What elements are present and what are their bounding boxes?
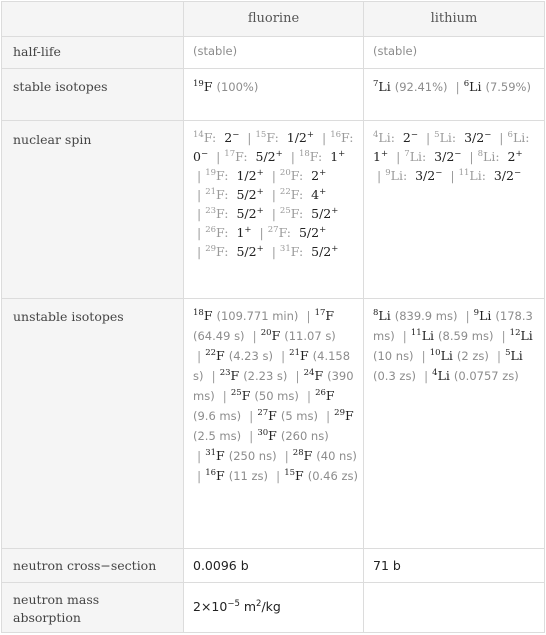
separator: | bbox=[455, 79, 460, 94]
parity: − bbox=[410, 130, 418, 140]
lithium-unstable-isotopes bbox=[373, 306, 539, 546]
parity: − bbox=[200, 149, 209, 159]
separator: | bbox=[306, 308, 311, 323]
isotope-note: (8.59 ms) bbox=[438, 329, 494, 343]
mass-number: 23 bbox=[205, 206, 217, 216]
element-symbol: F bbox=[295, 468, 304, 483]
mass-number: 23 bbox=[219, 368, 231, 378]
parity: + bbox=[256, 187, 264, 197]
column-divider bbox=[363, 2, 364, 632]
isotope-entry bbox=[193, 308, 298, 323]
separator: | bbox=[216, 149, 221, 164]
isotope-note: (40 ns) bbox=[316, 449, 357, 463]
parity: − bbox=[232, 130, 240, 140]
element-symbol: Li bbox=[421, 328, 435, 343]
element-symbol: Li: bbox=[409, 149, 427, 164]
spin-entry bbox=[385, 168, 442, 183]
mass-number: 11 bbox=[410, 328, 422, 338]
mass-number: 27 bbox=[257, 408, 269, 418]
value-unit-tail: /kg bbox=[261, 599, 281, 614]
separator: | bbox=[197, 225, 202, 240]
isotope-entry bbox=[257, 428, 328, 443]
element-symbol: Li: bbox=[378, 130, 395, 145]
mass-number: 24 bbox=[303, 368, 315, 378]
row-divider bbox=[2, 120, 544, 121]
element-symbol: F: bbox=[216, 206, 229, 221]
spin-value: 1 bbox=[236, 225, 245, 240]
separator: | bbox=[276, 468, 281, 483]
isotope-entry bbox=[220, 368, 288, 383]
value-exponent: −5 bbox=[227, 599, 240, 609]
element-symbol: F bbox=[271, 328, 281, 343]
element-symbol: F bbox=[216, 448, 225, 463]
mass-number: 14 bbox=[193, 130, 204, 140]
spin-entry bbox=[205, 206, 263, 221]
separator: | bbox=[197, 206, 202, 221]
isotope-note: (100%) bbox=[216, 80, 259, 94]
isotope-note: (4.158 s) bbox=[193, 349, 351, 383]
fluorine-unstable-isotopes bbox=[193, 306, 359, 546]
mass-number: 7 bbox=[404, 149, 410, 159]
spin-entry bbox=[280, 187, 326, 202]
row-divider bbox=[2, 298, 544, 299]
column-header-fluorine: fluorine bbox=[247, 11, 300, 26]
lithium-half-life: (stable) bbox=[373, 44, 418, 58]
separator: | bbox=[249, 408, 254, 423]
element-symbol: F: bbox=[290, 187, 304, 202]
parity: − bbox=[454, 149, 462, 159]
element-symbol: F: bbox=[216, 244, 229, 259]
mass-number: 16 bbox=[330, 130, 342, 140]
spin-value: 2 bbox=[507, 149, 516, 164]
spin-value: 5/2 bbox=[311, 206, 332, 221]
element-symbol: Li: bbox=[390, 168, 408, 183]
isotope-entry bbox=[205, 348, 273, 363]
element-symbol: F: bbox=[203, 130, 217, 145]
element-symbol: Li: bbox=[469, 168, 486, 183]
element-symbol: F: bbox=[309, 149, 323, 164]
separator: | bbox=[271, 206, 276, 221]
parity: + bbox=[275, 149, 283, 159]
fluorine-half-life: (stable) bbox=[193, 44, 238, 58]
element-symbol: Li bbox=[520, 328, 533, 343]
row-divider bbox=[2, 582, 544, 583]
isotope-note: (109.771 min) bbox=[216, 309, 299, 323]
element-symbol: F: bbox=[290, 168, 304, 183]
unit-exponent: 2 bbox=[256, 599, 262, 609]
parity: + bbox=[306, 130, 314, 140]
element-symbol: F: bbox=[266, 130, 279, 145]
spin-entry bbox=[478, 149, 523, 164]
separator: | bbox=[290, 149, 295, 164]
parity: + bbox=[515, 149, 523, 159]
row-label-half-life: half-life bbox=[13, 44, 61, 59]
mass-number: 8 bbox=[373, 308, 379, 318]
spin-value: 3/2 bbox=[415, 168, 436, 183]
mass-number: 18 bbox=[193, 308, 204, 318]
spin-entry bbox=[256, 130, 314, 145]
isotope-entry bbox=[231, 388, 299, 403]
separator: | bbox=[501, 328, 506, 343]
spin-entry bbox=[373, 130, 418, 145]
isotope-note: (11 zs) bbox=[228, 469, 269, 483]
element-symbol: Li: bbox=[512, 130, 530, 145]
spin-entry bbox=[280, 168, 326, 183]
label-line-1: neutron mass bbox=[13, 592, 100, 607]
mass-number: 21 bbox=[289, 348, 300, 358]
mass-number: 21 bbox=[205, 187, 217, 197]
element-symbol: F bbox=[203, 79, 213, 94]
fluorine-stable-isotopes bbox=[193, 77, 359, 97]
separator: | bbox=[450, 168, 455, 183]
row-label-unstable-isotopes: unstable isotopes bbox=[13, 309, 124, 324]
spin-value: 5/2 bbox=[236, 187, 257, 202]
spin-value: 3/2 bbox=[434, 149, 455, 164]
isotope-entry bbox=[257, 408, 318, 423]
separator: | bbox=[377, 168, 382, 183]
separator: | bbox=[421, 348, 426, 363]
row-divider bbox=[2, 68, 544, 69]
isotope-entry bbox=[293, 448, 357, 463]
element-symbol: F: bbox=[290, 206, 304, 221]
element-symbol: F bbox=[268, 408, 277, 423]
spin-value: 5/2 bbox=[311, 244, 332, 259]
row-label-nuclear-spin: nuclear spin bbox=[13, 132, 92, 147]
mass-number: 5 bbox=[505, 348, 511, 358]
fluorine-nuclear-spin bbox=[193, 128, 361, 296]
separator: | bbox=[271, 168, 276, 183]
mass-number: 8 bbox=[477, 149, 484, 159]
mass-number: 17 bbox=[224, 149, 236, 159]
isotope-note: (10 ns) bbox=[373, 349, 414, 363]
separator: | bbox=[321, 130, 327, 145]
spin-entry bbox=[268, 225, 326, 240]
mass-number: 7 bbox=[373, 79, 379, 89]
mass-number: 30 bbox=[257, 428, 269, 438]
value-base: 2×10 bbox=[193, 599, 228, 614]
element-symbol: F bbox=[303, 448, 313, 463]
spin-entry bbox=[205, 168, 263, 183]
separator: | bbox=[197, 448, 202, 463]
element-symbol: F: bbox=[216, 187, 229, 202]
separator: | bbox=[252, 328, 257, 343]
isotope-note: (2.5 ms) bbox=[193, 429, 242, 443]
mass-number: 4 bbox=[432, 368, 438, 378]
spin-entry bbox=[205, 244, 263, 259]
element-symbol: F bbox=[325, 388, 335, 403]
isotope-entry bbox=[411, 328, 494, 343]
mass-number: 22 bbox=[279, 187, 291, 197]
mass-number: 25 bbox=[279, 206, 291, 216]
parity: − bbox=[513, 168, 522, 178]
parity: − bbox=[435, 168, 443, 178]
element-symbol: Li bbox=[378, 79, 391, 94]
mass-number: 12 bbox=[509, 328, 521, 338]
isotope-note: (5 ms) bbox=[280, 409, 318, 423]
element-symbol: F bbox=[241, 388, 251, 403]
fluorine-neutron-cross-section: 0.0096 b bbox=[193, 558, 249, 573]
isotope-entry bbox=[464, 79, 531, 94]
spin-entry bbox=[280, 206, 338, 221]
parity: + bbox=[319, 225, 327, 235]
separator: | bbox=[469, 149, 474, 164]
isotope-entry bbox=[284, 468, 358, 483]
element-symbol: F: bbox=[216, 168, 229, 183]
label-column-background bbox=[2, 36, 183, 632]
mass-number: 9 bbox=[385, 168, 391, 178]
isotope-note: (839.9 ms) bbox=[394, 309, 458, 323]
column-divider bbox=[183, 2, 184, 632]
spin-value: 1 bbox=[330, 149, 339, 164]
isotope-note: (390 ms) bbox=[193, 369, 354, 403]
isotope-note: (7.59%) bbox=[485, 80, 531, 94]
row-divider bbox=[2, 36, 544, 37]
isotope-note: (11.07 s) bbox=[284, 329, 336, 343]
isotope-note: (4.23 s) bbox=[228, 349, 273, 363]
label-line-2: absorption bbox=[13, 610, 81, 625]
lithium-stable-isotopes bbox=[373, 77, 539, 97]
mass-number: 20 bbox=[260, 328, 272, 338]
spin-value: 4 bbox=[311, 187, 320, 202]
parity: + bbox=[331, 206, 339, 216]
element-symbol: F bbox=[230, 368, 240, 383]
mass-number: 16 bbox=[205, 468, 217, 478]
separator: | bbox=[197, 187, 202, 202]
isotope-entry bbox=[193, 79, 258, 94]
isotope-entry bbox=[373, 308, 457, 323]
spin-entry bbox=[459, 168, 522, 183]
isotope-note: (260 ns) bbox=[280, 429, 329, 443]
element-symbol: F: bbox=[216, 225, 229, 240]
isotope-note: (64.49 s) bbox=[193, 329, 245, 343]
spin-entry bbox=[205, 225, 251, 240]
element-symbol: Li bbox=[437, 368, 450, 383]
element-symbol: F bbox=[314, 368, 324, 383]
spin-entry bbox=[280, 244, 338, 259]
spin-value: 0 bbox=[193, 149, 201, 164]
separator: | bbox=[222, 388, 227, 403]
isotope-note: (9.6 ms) bbox=[193, 409, 242, 423]
mass-number: 28 bbox=[292, 448, 304, 458]
parity: + bbox=[331, 244, 339, 254]
spin-value: 3/2 bbox=[464, 130, 485, 145]
isotope-note: (0.0757 zs) bbox=[453, 369, 519, 383]
isotope-note: (2.23 s) bbox=[243, 369, 288, 383]
separator: | bbox=[271, 244, 276, 259]
spin-entry bbox=[205, 187, 263, 202]
parity: + bbox=[319, 168, 327, 178]
spin-entry bbox=[404, 149, 461, 164]
spin-value: 1/2 bbox=[236, 168, 257, 183]
element-symbol: Li bbox=[378, 308, 391, 323]
element-symbol: F bbox=[268, 428, 277, 443]
element-symbol: Li: bbox=[483, 149, 500, 164]
isotope-entry bbox=[432, 368, 519, 383]
mass-number: 15 bbox=[255, 130, 267, 140]
isotope-note: (178.3 ms) bbox=[373, 309, 533, 343]
isotope-note: (250 ns) bbox=[228, 449, 277, 463]
element-symbol: Li bbox=[440, 348, 453, 363]
parity: + bbox=[256, 168, 264, 178]
mass-number: 18 bbox=[298, 149, 310, 159]
element-symbol: Li bbox=[510, 348, 523, 363]
separator: | bbox=[402, 328, 407, 343]
element-symbol: F bbox=[203, 308, 213, 323]
separator: | bbox=[197, 168, 202, 183]
spin-value: 2 bbox=[402, 130, 411, 145]
mass-number: 15 bbox=[284, 468, 296, 478]
element-symbol: F bbox=[216, 468, 225, 483]
isotope-entry bbox=[261, 328, 336, 343]
isotope-note: (2 zs) bbox=[456, 349, 489, 363]
separator: | bbox=[295, 368, 300, 383]
separator: | bbox=[197, 348, 202, 363]
element-symbol: F bbox=[345, 408, 354, 423]
mass-number: 31 bbox=[279, 244, 291, 254]
mass-number: 29 bbox=[334, 408, 345, 418]
spin-value: 5/2 bbox=[236, 206, 257, 221]
parity: + bbox=[338, 149, 346, 159]
isotope-entry bbox=[373, 79, 448, 94]
mass-number: 9 bbox=[473, 308, 480, 318]
mass-number: 4 bbox=[373, 130, 379, 140]
element-symbol: F: bbox=[278, 225, 292, 240]
element-symbol: F: bbox=[290, 244, 304, 259]
mass-number: 26 bbox=[205, 225, 217, 235]
spin-entry bbox=[299, 149, 345, 164]
isotope-entry bbox=[205, 448, 276, 463]
spin-value: 2 bbox=[224, 130, 233, 145]
parity: + bbox=[380, 149, 389, 159]
parity: + bbox=[319, 187, 327, 197]
spin-value: 5/2 bbox=[236, 244, 257, 259]
value-unit: m bbox=[239, 599, 257, 614]
mass-number: 25 bbox=[230, 388, 242, 398]
row-divider bbox=[2, 548, 544, 549]
element-symbol: Li: bbox=[439, 130, 457, 145]
parity: − bbox=[484, 130, 492, 140]
separator: | bbox=[423, 368, 429, 383]
mass-number: 11 bbox=[458, 168, 470, 178]
spin-value: 3/2 bbox=[493, 168, 514, 183]
parity: + bbox=[256, 206, 264, 216]
parity: + bbox=[244, 225, 252, 235]
element-symbol: F: bbox=[341, 130, 354, 145]
spin-value: 5/2 bbox=[255, 149, 276, 164]
row-label-stable-isotopes: stable isotopes bbox=[13, 79, 108, 94]
separator: | bbox=[247, 130, 252, 145]
fluorine-neutron-mass-absorption bbox=[193, 597, 358, 616]
mass-number: 20 bbox=[279, 168, 291, 178]
spin-value: 5/2 bbox=[298, 225, 320, 240]
mass-number: 6 bbox=[463, 79, 470, 89]
comparison-table bbox=[1, 1, 545, 633]
element-symbol: F bbox=[299, 348, 309, 363]
isotope-note: (0.46 zs) bbox=[307, 469, 358, 483]
isotope-entry bbox=[430, 348, 489, 363]
spin-value: 2 bbox=[311, 168, 320, 183]
row-label-neutron-mass-absorption bbox=[13, 591, 178, 627]
spin-value: 1 bbox=[373, 149, 381, 164]
isotope-note: (0.3 zs) bbox=[373, 369, 416, 383]
separator: | bbox=[197, 244, 202, 259]
mass-number: 6 bbox=[507, 130, 513, 140]
element-symbol: Li bbox=[479, 308, 492, 323]
mass-number: 31 bbox=[205, 448, 217, 458]
separator: | bbox=[325, 408, 331, 423]
separator: | bbox=[249, 428, 254, 443]
spin-value: 1/2 bbox=[286, 130, 307, 145]
mass-number: 29 bbox=[205, 244, 217, 254]
mass-number: 10 bbox=[429, 348, 441, 358]
row-label-neutron-cross-section: neutron cross−section bbox=[13, 558, 157, 573]
separator: | bbox=[396, 149, 401, 164]
lithium-nuclear-spin bbox=[373, 128, 541, 296]
separator: | bbox=[284, 448, 289, 463]
lithium-neutron-cross-section: 71 b bbox=[373, 558, 401, 573]
separator: | bbox=[306, 388, 312, 403]
separator: | bbox=[211, 368, 216, 383]
mass-number: 19 bbox=[193, 79, 204, 89]
separator: | bbox=[271, 187, 276, 202]
separator: | bbox=[499, 130, 504, 145]
mass-number: 27 bbox=[267, 225, 279, 235]
separator: | bbox=[465, 308, 470, 323]
isotope-note: (92.41%) bbox=[394, 80, 448, 94]
element-symbol: F: bbox=[235, 149, 248, 164]
parity: + bbox=[256, 244, 264, 254]
mass-number: 5 bbox=[434, 130, 440, 140]
separator: | bbox=[280, 348, 286, 363]
mass-number: 19 bbox=[205, 168, 217, 178]
separator: | bbox=[425, 130, 431, 145]
isotope-entry bbox=[205, 468, 268, 483]
column-header-lithium: lithium bbox=[430, 11, 478, 26]
mass-number: 17 bbox=[314, 308, 326, 318]
mass-number: 22 bbox=[205, 348, 217, 358]
separator: | bbox=[259, 225, 264, 240]
separator: | bbox=[197, 468, 202, 483]
spin-entry bbox=[224, 149, 282, 164]
spin-entry bbox=[434, 130, 491, 145]
spin-entry bbox=[193, 130, 239, 145]
separator: | bbox=[496, 348, 502, 363]
element-symbol: F bbox=[216, 348, 225, 363]
isotope-note: (50 ms) bbox=[254, 389, 299, 403]
element-symbol: Li bbox=[469, 79, 482, 94]
mass-number: 26 bbox=[315, 388, 326, 398]
element-symbol: F bbox=[325, 308, 335, 323]
